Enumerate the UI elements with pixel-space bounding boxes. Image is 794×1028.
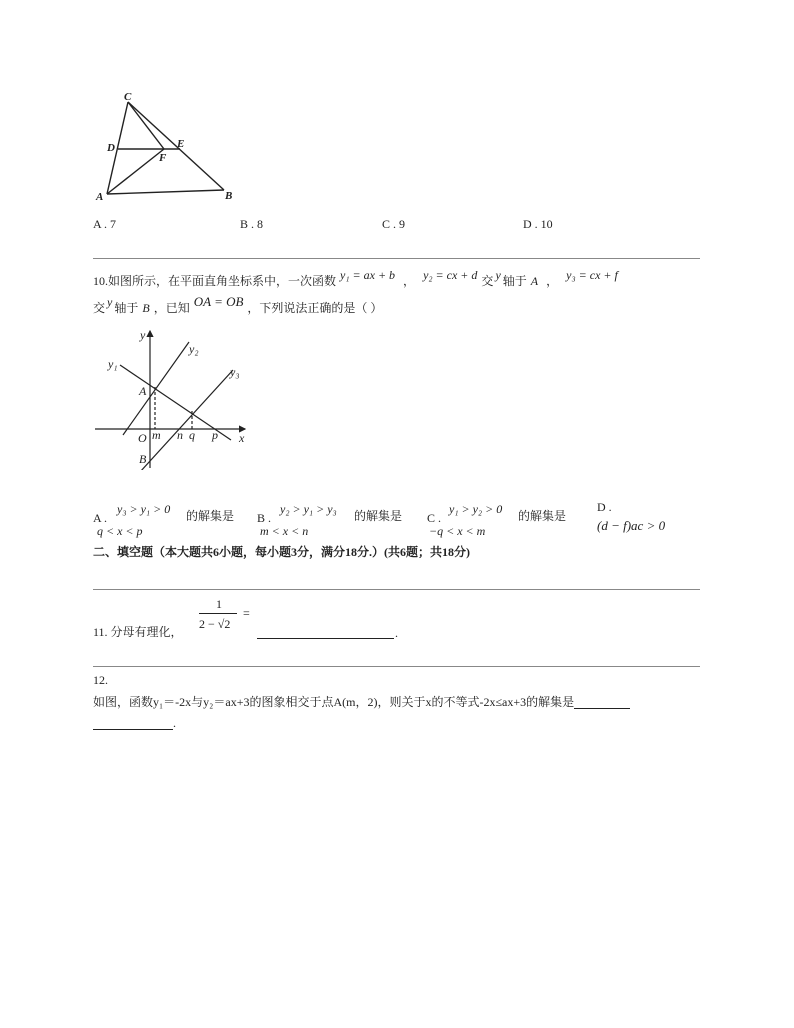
q10-jiao: 交 xyxy=(481,274,494,288)
q12-period: . xyxy=(173,716,176,730)
q12-line2 xyxy=(93,716,176,730)
q9-option-a[interactable]: A . 7 xyxy=(93,217,117,231)
label-y1: y₁ xyxy=(108,357,118,371)
label-a: A xyxy=(96,191,104,203)
q11-fraction xyxy=(197,597,241,637)
option-top-expr: y₁ > y₂ > 0 xyxy=(449,502,503,516)
q10-prefix: 10.如图所示，在平面直角坐标系中，一次函数 xyxy=(93,274,337,288)
label-y3: y₃ xyxy=(230,365,240,379)
option-letter: D . xyxy=(597,500,612,514)
triangle-figure xyxy=(94,90,244,205)
segment-cf xyxy=(128,102,164,149)
option-value: 7 xyxy=(110,217,117,231)
label-q: q xyxy=(189,428,195,442)
q10-formula-y1: y₁ = ax + b xyxy=(340,268,396,282)
option-top-expr: y₂ > y₁ > y₃ xyxy=(280,502,337,516)
option-letter: B . xyxy=(257,511,272,525)
option-bottom-expr: −q < x < m xyxy=(429,524,486,538)
divider-2 xyxy=(93,589,700,590)
option-value: 9 xyxy=(399,217,406,231)
option-letter: C . xyxy=(427,511,442,525)
label-m: m xyxy=(152,428,161,442)
q12-question-text: 如图，函数y₁＝-2x与y₂＝ax+3的图象相交于点A(m，2)，则关于x的不等式-2x≤ax+3的解集是 xyxy=(93,695,575,709)
q10-question: ，下列说法正确的是（ ） xyxy=(247,301,383,315)
option-suffix: 的解集是 xyxy=(186,509,235,523)
q10-known: ，已知 xyxy=(153,301,190,315)
q10-axis: 轴于 xyxy=(114,301,139,315)
q11-answer-blank[interactable] xyxy=(257,625,394,639)
q10-formula-y3: y₃ = cx + f xyxy=(566,268,618,282)
label-b: B xyxy=(139,452,147,466)
option-letter: A . xyxy=(93,511,108,525)
label-d: D xyxy=(107,142,115,154)
label-b: B xyxy=(225,190,233,202)
label-y-axis: y xyxy=(140,328,146,342)
line-y2 xyxy=(123,342,189,435)
section2-heading: 二、填空题（本大题共6小题，每小题3分，满分18分.）(共6题；共18分) xyxy=(93,545,470,559)
q10-y-var: y xyxy=(495,268,501,282)
q10-sep: ， xyxy=(403,274,416,288)
label-e: E xyxy=(177,138,185,150)
q10-point-a: A xyxy=(530,274,539,288)
q9-option-d[interactable]: D . 10 xyxy=(523,217,553,231)
label-c: C xyxy=(124,91,132,103)
q10-sep: ， xyxy=(546,274,559,288)
option-top-expr: y₃ > y₁ > 0 xyxy=(117,502,171,516)
q11-text: 11. 分母有理化， xyxy=(93,625,183,639)
label-x-axis: x xyxy=(239,431,245,445)
q10-line2 xyxy=(93,294,383,315)
option-suffix: 的解集是 xyxy=(518,509,567,523)
option-expr: (d − f)ac > 0 xyxy=(597,518,666,533)
q9-option-b[interactable]: B . 8 xyxy=(240,217,264,231)
q10-axis: 轴于 xyxy=(502,274,527,288)
q12-number: 12. xyxy=(93,673,108,687)
option-value: 10 xyxy=(540,217,553,231)
fraction-numerator: 1 xyxy=(216,597,222,611)
q12-text xyxy=(93,695,630,709)
label-f: F xyxy=(159,152,167,164)
coordinate-graph xyxy=(93,325,253,470)
q10-option-b[interactable] xyxy=(257,500,417,540)
q10-point-b: B xyxy=(142,301,150,315)
segment-cb xyxy=(128,102,224,190)
fraction-denominator: 2 − √2 xyxy=(199,617,231,631)
option-letter: C xyxy=(382,217,391,231)
option-letter: D xyxy=(523,217,532,231)
q10-option-a[interactable] xyxy=(93,500,253,540)
divider-1 xyxy=(93,258,700,259)
q10-y-var: y xyxy=(107,295,113,309)
option-letter: A xyxy=(93,217,102,231)
q9-option-c[interactable]: C . 9 xyxy=(382,217,406,231)
segment-ab xyxy=(107,190,224,194)
q10-option-d[interactable] xyxy=(597,498,697,538)
q11-period: . xyxy=(395,626,398,640)
label-p: p xyxy=(212,428,218,442)
q10-equation: OA = OB xyxy=(193,294,244,309)
q12-answer-blank-1[interactable] xyxy=(574,696,630,709)
q10-line1 xyxy=(93,268,618,288)
label-a: A xyxy=(139,384,147,398)
option-bottom-expr: m < x < n xyxy=(260,524,309,538)
fraction-bar xyxy=(199,613,237,614)
line-y3 xyxy=(140,370,233,470)
option-bottom-expr: q < x < p xyxy=(97,524,143,538)
option-letter: B xyxy=(240,217,249,231)
label-n: n xyxy=(177,428,183,442)
q11-equals: = xyxy=(243,606,250,620)
divider-3 xyxy=(93,666,700,667)
label-y2: y₂ xyxy=(189,342,199,356)
q10-option-c[interactable] xyxy=(427,500,587,540)
label-o: O xyxy=(138,431,147,445)
option-value: 8 xyxy=(257,217,264,231)
option-suffix: 的解集是 xyxy=(354,509,403,523)
q12-answer-blank-2[interactable] xyxy=(93,717,173,730)
q10-formula-y2: y₂ = cx + d xyxy=(423,268,478,282)
q10-jiao: 交 xyxy=(93,301,106,315)
